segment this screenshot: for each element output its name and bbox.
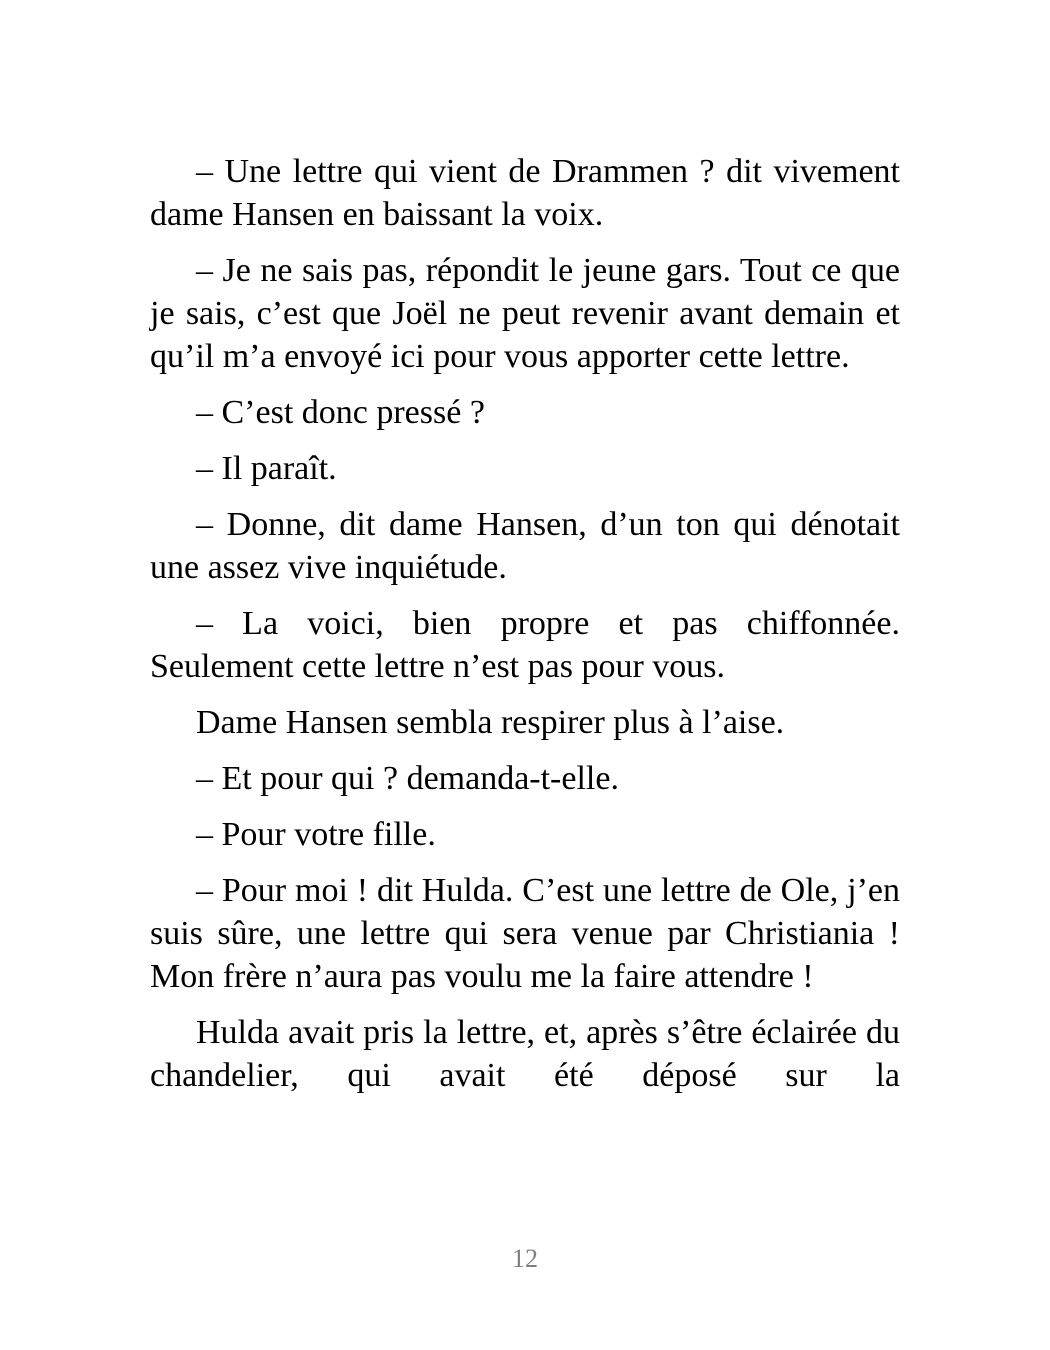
paragraph-10: – Pour moi ! dit Hulda. C’est une lettre de Ole, j’en suis sûre, une lettre qui sera venue par Christiania ! Mon frère n’aura pas voulu me la faire attendre ! <box>150 872 900 995</box>
page-number: 12 <box>512 1244 538 1273</box>
paragraph-5: – Donne, dit dame Hansen, d’un ton qui dénotait une assez vive inquiétude. <box>150 506 900 586</box>
paragraph-7: Dame Hansen sembla respirer plus à l’aise. <box>196 704 785 741</box>
paragraph-4: – Il paraît. <box>196 450 337 487</box>
page-body-text <box>150 150 900 1110</box>
paragraph-11: Hulda avait pris la lettre, et, après s’être éclairée du chandelier, qui avait été déposé sur la <box>150 1014 900 1094</box>
paragraph-8: – Et pour qui ? demanda-t-elle. <box>196 760 619 797</box>
paragraph-9: – Pour votre fille. <box>196 816 436 853</box>
paragraph-1: – Une lettre qui vient de Drammen ? dit vivement dame Hansen en baissant la voix. <box>150 153 900 233</box>
paragraph-2: – Je ne sais pas, répondit le jeune gars. Tout ce que je sais, c’est que Joël ne peut revenir avant demain et qu’il m’a envoyé ici pour vous apporter cette lettre. <box>150 252 900 375</box>
paragraph-3: – C’est donc pressé ? <box>196 394 485 431</box>
paragraph-6: – La voici, bien propre et pas chiffonnée. Seulement cette lettre n’est pas pour vous. <box>150 605 900 685</box>
